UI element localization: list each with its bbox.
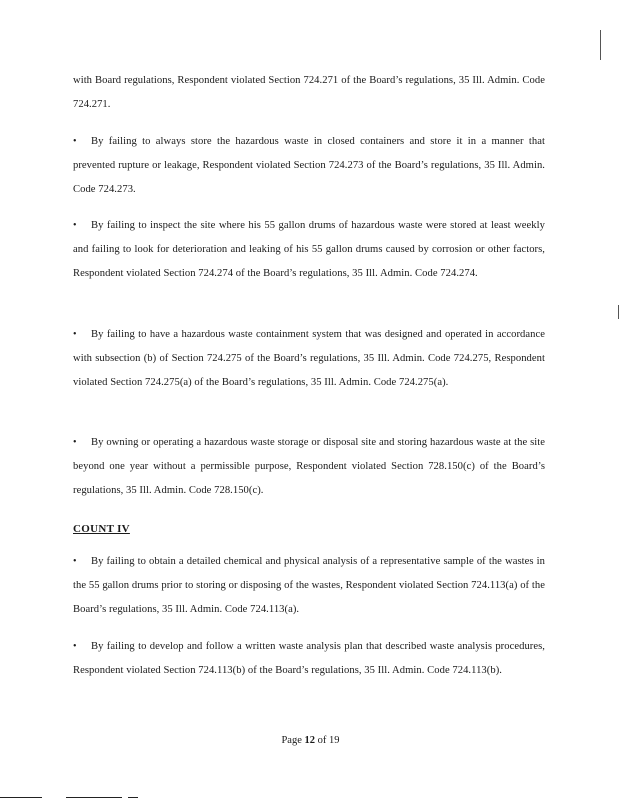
footer-middle: of <box>315 735 330 746</box>
bullet-paragraph-1 <box>73 130 545 202</box>
bullet-icon: • <box>73 136 77 147</box>
bullet-paragraph-6 <box>73 635 545 683</box>
bullet-text: By failing to develop and follow a written waste analysis plan that described waste analysis procedures, Respondent violated Section 724.113(b) of the Board’s regulations, 35 Ill. Admin. Code 724.113(b). <box>73 641 545 676</box>
current-page-number: 12 <box>304 735 316 746</box>
bullet-text: By failing to have a hazardous waste containment system that was designed and operated in accordance with subsection (b) of Section 724.275 of the Board’s regulations, 35 Ill. Admin. Code 724.275, Respondent violated Section 724.275(a) of the Board’s regulations, 35 Ill. Admin. Code 724.275(a). <box>73 329 545 388</box>
bullet-icon: • <box>73 437 77 448</box>
page-footer <box>0 735 621 746</box>
bullet-icon: • <box>73 641 77 652</box>
bullet-paragraph-3 <box>73 323 545 395</box>
bullet-text: By failing to inspect the site where his 55 gallon drums of hazardous waste were stored at least weekly and failing to look for deterioration and leaking of his 55 gallon drums caused by corrosion or other factors, Respondent violated Section 724.274 of the Board’s regulations, 35 Ill. Admin. Code 724.274. <box>73 220 545 279</box>
bullet-icon: • <box>73 556 77 567</box>
section-heading: COUNT IV <box>73 523 130 535</box>
scan-artifact-rule <box>66 797 122 798</box>
scan-artifact-rule <box>0 797 42 798</box>
bullet-text: By failing to always store the hazardous waste in closed containers and store it in a manner that prevented rupture or leakage, Respondent violated Section 724.273 of the Board’s regulations, 35 Ill. Admin. Code 724.273. <box>73 136 545 195</box>
scan-artifact <box>618 305 619 319</box>
bullet-icon: • <box>73 329 77 340</box>
bullet-paragraph-4 <box>73 431 545 503</box>
total-page-number: 19 <box>329 735 340 746</box>
bullet-paragraph-2 <box>73 214 545 286</box>
bullet-text: By owning or operating a hazardous waste storage or disposal site and storing hazardous waste at the site beyond one year without a permissible purpose, Respondent violated Section 728.150(c) of the Board’s regulations, 35 Ill. Admin. Code 728.150(c). <box>73 437 545 496</box>
bullet-paragraph-5 <box>73 550 545 622</box>
scan-artifact-rule <box>128 797 138 798</box>
paragraph-continuation: with Board regulations, Respondent violated Section 724.271 of the Board’s regulations, 35 Ill. Admin. Code 724.271. <box>73 75 545 110</box>
bullet-icon: • <box>73 220 77 231</box>
footer-prefix: Page <box>281 735 305 746</box>
bullet-text: By failing to obtain a detailed chemical and physical analysis of a representative sample of the wastes in the 55 gallon drums prior to storing or disposing of the wastes, Respondent violated Section 724.113(a) of the Board’s regulations, 35 Ill. Admin. Code 724.113(a). <box>73 556 545 615</box>
scan-artifact <box>600 30 601 60</box>
